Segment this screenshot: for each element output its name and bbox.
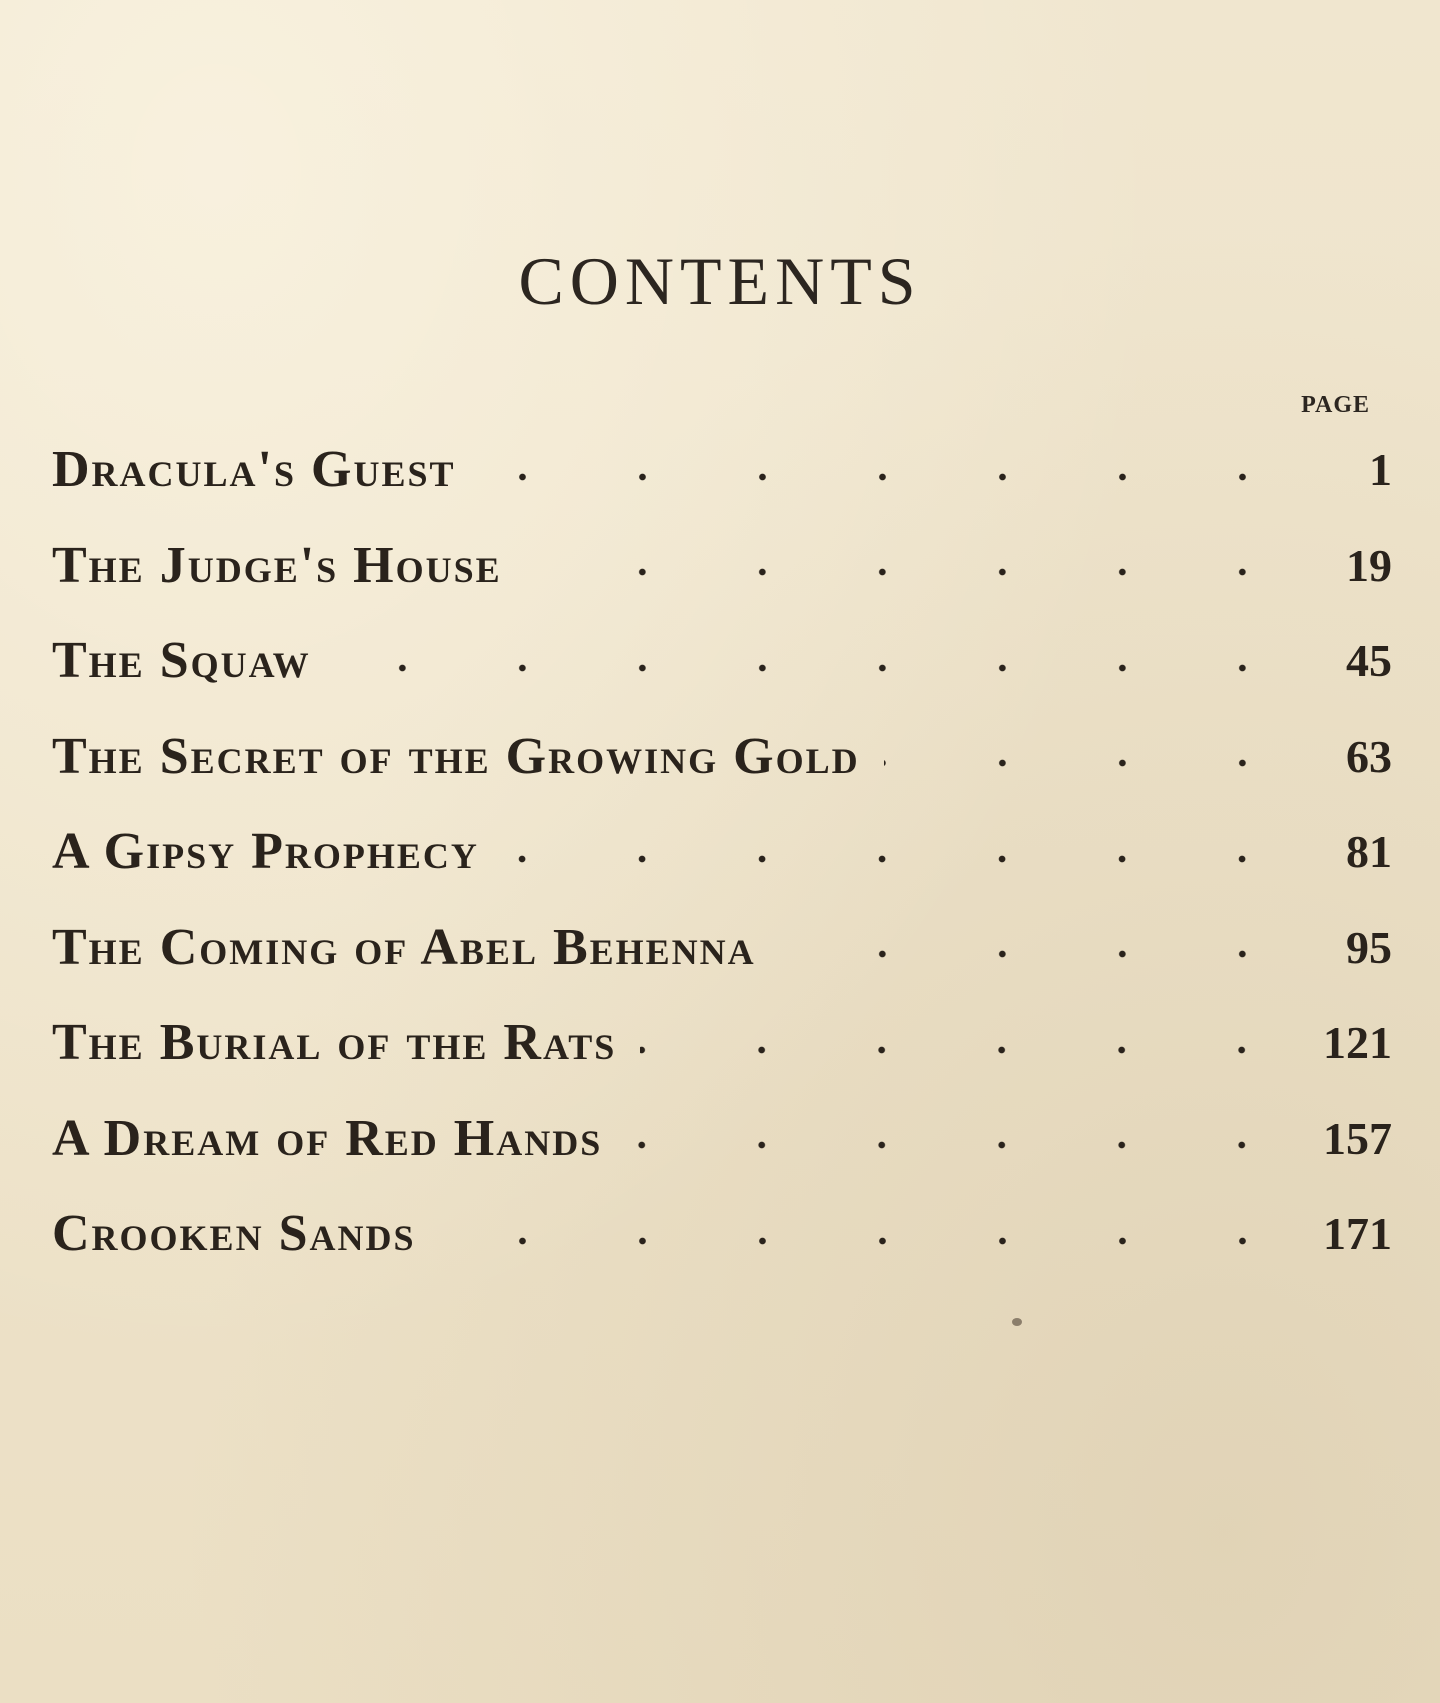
entry-title: The Coming of Abel Behenna xyxy=(52,918,756,976)
toc-entry xyxy=(52,422,1392,518)
entry-title: The Squaw xyxy=(52,632,311,690)
entry-title: A Dream of Red Hands xyxy=(52,1109,603,1167)
page-column-label: PAGE xyxy=(1301,392,1370,418)
toc-entry xyxy=(52,995,1392,1091)
dot-leader xyxy=(440,1236,1302,1246)
entry-title: The Judge's House xyxy=(52,536,502,594)
dot-leader xyxy=(884,758,1302,768)
dot-leader xyxy=(640,1045,1302,1055)
entry-title: The Secret of the Growing Gold xyxy=(52,727,860,785)
entry-page-number: 171 xyxy=(1323,1208,1392,1260)
dot-leader xyxy=(335,663,1302,673)
toc-entry xyxy=(52,518,1392,614)
entry-page-number: 1 xyxy=(1369,444,1392,496)
entry-page-number: 45 xyxy=(1346,635,1392,687)
entry-page-number: 19 xyxy=(1346,539,1392,591)
entry-title: Crooken Sands xyxy=(52,1205,416,1263)
toc-entry xyxy=(52,1091,1392,1187)
entry-title: Dracula's Guest xyxy=(52,441,456,499)
entry-page-number: 81 xyxy=(1346,826,1392,878)
entry-page-number: 63 xyxy=(1346,730,1392,782)
entry-page-number: 95 xyxy=(1346,921,1392,973)
dot-leader xyxy=(480,472,1302,482)
contents-heading: CONTENTS xyxy=(518,242,922,319)
toc-entry xyxy=(52,613,1392,709)
entry-page-number: 157 xyxy=(1323,1112,1392,1164)
paper-speck xyxy=(1012,1318,1022,1326)
toc-entry xyxy=(52,804,1392,900)
dot-leader xyxy=(503,854,1302,864)
entry-title: A Gipsy Prophecy xyxy=(52,823,479,881)
toc-entry xyxy=(52,1186,1392,1282)
toc-entry xyxy=(52,709,1392,805)
dot-leader xyxy=(780,949,1302,959)
table-of-contents xyxy=(52,422,1392,1282)
dot-leader xyxy=(526,567,1302,577)
dot-leader xyxy=(626,1140,1302,1150)
entry-title: The Burial of the Rats xyxy=(52,1014,617,1072)
toc-entry xyxy=(52,900,1392,996)
entry-page-number: 121 xyxy=(1323,1017,1392,1069)
